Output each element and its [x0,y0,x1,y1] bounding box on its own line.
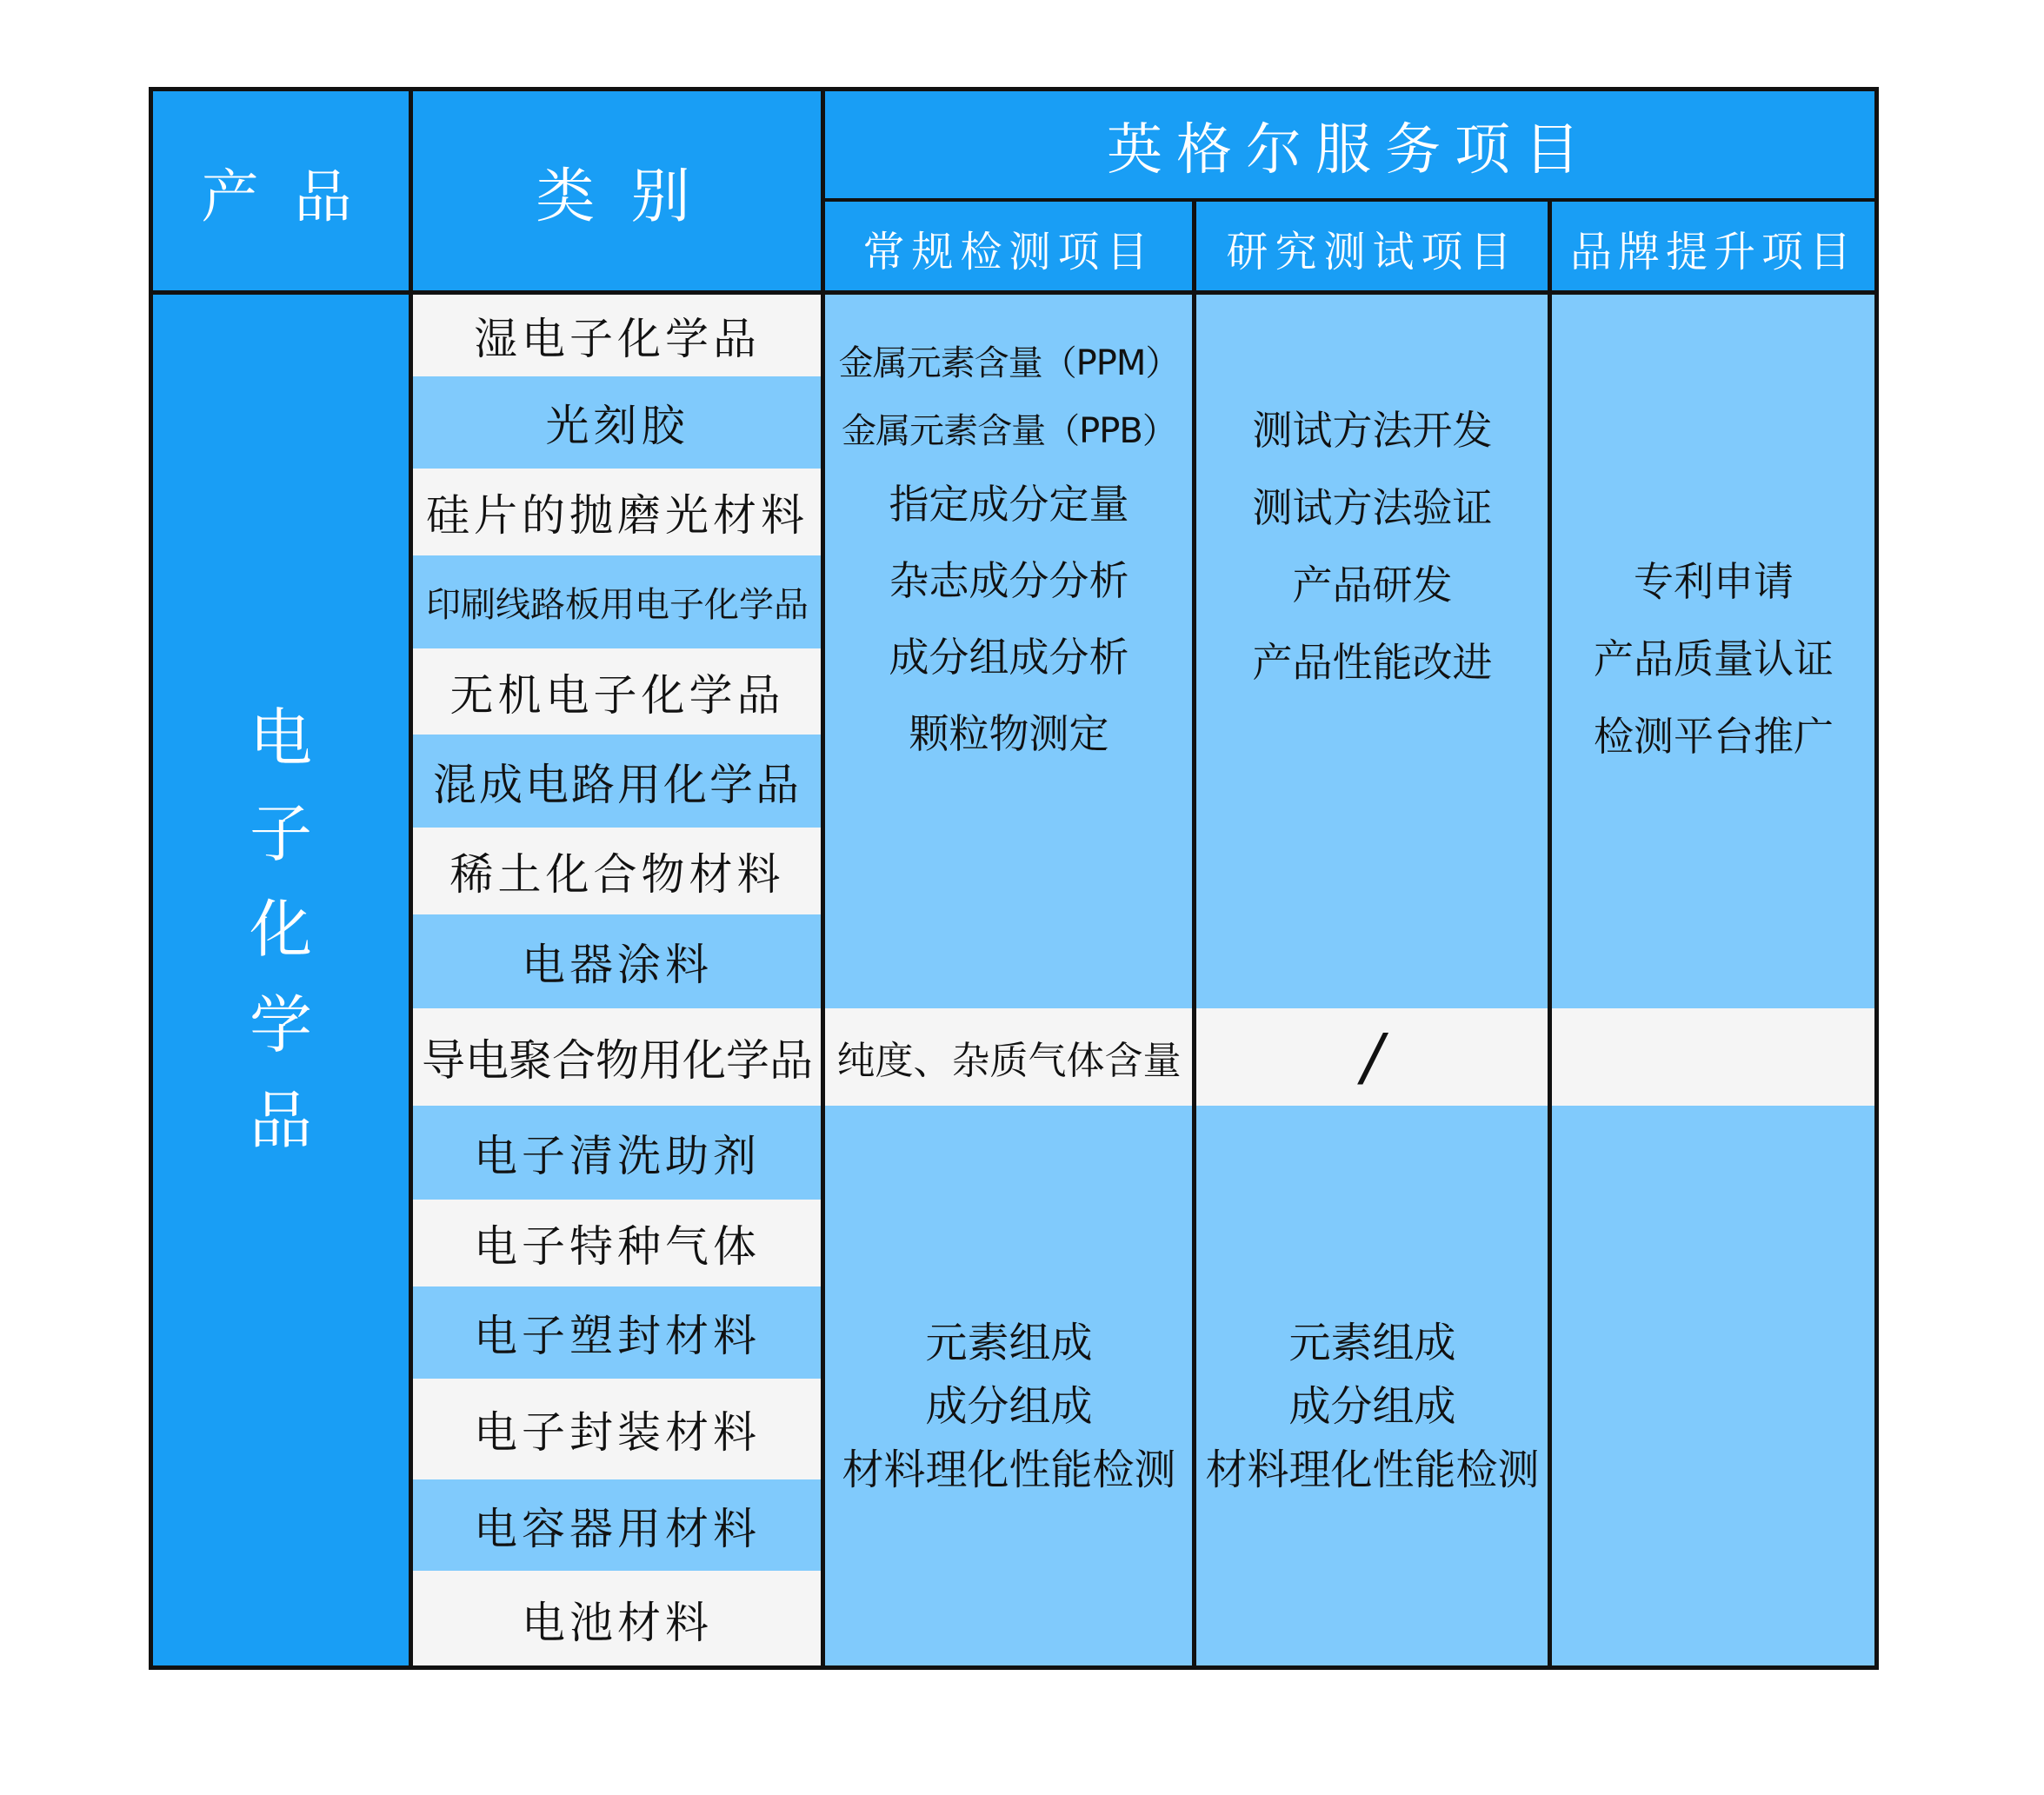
category-label: 电子塑封材料 [474,1311,761,1361]
group1-routine-list [823,330,1195,772]
service-item: 元素组成 [1288,1319,1456,1367]
product-char: 子 [249,796,312,870]
service-item: 专利申请 [1634,558,1794,605]
table-border-right [1874,87,1879,1670]
service-item: 材料理化性能检测 [842,1446,1176,1494]
category-row [411,735,823,828]
service-item: 金属元素含量（PPM） [838,343,1180,383]
category-row [411,1200,823,1286]
group3-routine-list [823,1312,1195,1502]
group2-routine-cell [823,1008,1195,1106]
group1-brand-cell [1550,294,1877,1008]
header-services-label: 英格尔服务项目 [1107,118,1594,183]
header-routine [823,202,1195,294]
header-research-label: 研究测试项目 [1226,227,1519,276]
service-item: 杂志成分分析 [889,557,1129,604]
product-name [250,690,312,1168]
category-label: 无机电子化学品 [449,669,785,721]
header-services [823,89,1877,202]
empty-slash: / [1362,1020,1383,1094]
header-brand [1550,202,1877,294]
header-product-label: 产 品 [201,163,361,230]
category-label: 导电聚合物用化学品 [422,1035,813,1086]
service-item: 金属元素含量（PPB） [842,411,1176,451]
product-char: 学 [249,987,312,1061]
header-category-label: 类 别 [536,162,699,231]
category-label: 电子特种气体 [474,1221,761,1272]
category-row [411,1479,823,1571]
group3-research-list [1195,1312,1550,1502]
group1-routine-cell [823,294,1195,1008]
divider-category [821,87,825,1670]
category-row [411,1106,823,1200]
service-item: 成分组成 [925,1382,1093,1431]
category-label: 混成电路用化学品 [433,759,802,810]
category-row [411,828,823,914]
group3-research-cell [1195,1106,1550,1668]
category-label: 电池材料 [522,1598,713,1648]
service-item: 成分组成分析 [889,634,1129,681]
divider-header-bottom [149,290,1879,295]
product-char: 品 [249,1083,312,1157]
category-row [411,469,823,555]
category-row [411,294,823,376]
service-item: 产品性能改进 [1252,639,1493,686]
category-row [411,1379,823,1479]
product-char: 化 [249,892,312,966]
service-item: 产品质量认证 [1594,635,1834,682]
group2-brand-cell [1550,1008,1877,1106]
service-item: 测试方法开发 [1252,407,1493,454]
group1-brand-list [1550,543,1877,775]
product-char: 电 [249,701,312,775]
divider-routine [1192,200,1196,1670]
service-item: 产品研发 [1292,562,1453,608]
category-row [411,914,823,1008]
product-cell [150,294,411,1668]
group3-routine-cell [823,1106,1195,1668]
group2-research-cell [1195,1008,1550,1106]
service-item: 元素组成 [925,1319,1093,1367]
category-row [411,648,823,735]
category-label: 稀土化合物材料 [449,849,785,900]
category-label: 电子清洗助剂 [474,1131,761,1181]
category-row [411,1008,823,1106]
group1-research-list [1195,392,1550,701]
category-label: 印刷线路板用电子化学品 [426,585,809,625]
category-row [411,1571,823,1668]
group3-brand-cell [1550,1106,1877,1668]
service-item: 纯度、杂质气体含量 [836,1039,1182,1083]
category-label: 电器涂料 [522,940,713,990]
divider-services-title [821,198,1879,202]
service-item: 成分组成 [1288,1382,1456,1431]
service-item: 检测平台推广 [1594,713,1834,760]
table-border-left [149,87,153,1670]
header-product [150,89,411,294]
service-item: 颗粒物测定 [909,710,1109,757]
category-label: 电容器用材料 [474,1503,761,1554]
category-row [411,555,823,648]
divider-product [409,87,413,1670]
divider-research [1548,200,1552,1670]
header-brand-label: 品牌提升项目 [1569,227,1857,276]
category-label: 光刻胶 [545,401,689,451]
header-research [1195,202,1550,294]
header-routine-label: 常规检测项目 [862,227,1155,276]
category-row [411,376,823,469]
header-category [411,89,823,294]
service-item: 材料理化性能检测 [1205,1446,1540,1494]
service-item: 测试方法验证 [1252,484,1493,531]
category-label: 硅片的抛磨光材料 [426,490,809,541]
service-item: 指定成分定量 [889,481,1129,528]
group1-research-cell [1195,294,1550,1008]
category-row [411,1286,823,1379]
category-label: 湿电子化学品 [474,313,761,364]
category-label: 电子封装材料 [474,1407,761,1458]
